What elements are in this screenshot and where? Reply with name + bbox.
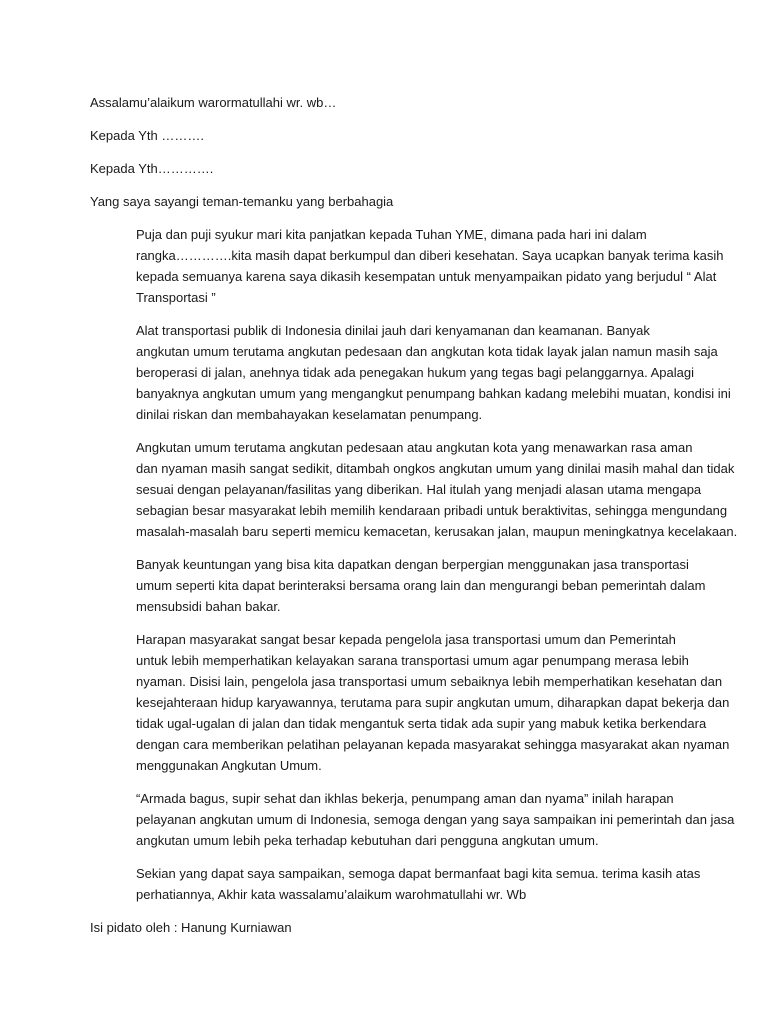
paragraph-line: dan nyaman masih sangat sedikit, ditambah ongkos angkutan umum yang dinilai masih mahal dan tidak — [136, 461, 735, 476]
paragraph-line: Puja dan puji syukur mari kita panjatkan kepada Tuhan YME, dimana pada hari ini dalam — [136, 227, 647, 242]
paragraph-benefits — [90, 554, 706, 617]
paragraph-rural-transport — [90, 437, 738, 542]
paragraph-expectations — [90, 629, 730, 776]
paragraph-closing — [90, 863, 701, 905]
paragraph-line: Harapan masyarakat sangat besar kepada pengelola jasa transportasi umum dan Pemerintah — [136, 632, 676, 647]
paragraph-line: masalah-masalah baru seperti memicu kemacetan, kerusakan jalan, maupun meningkatnya kecelakaan. — [136, 524, 738, 539]
document-page — [90, 92, 738, 950]
paragraph-line: perhatiannya, Akhir kata wassalamu’alaikum warohmatullahi wr. Wb — [136, 887, 527, 902]
paragraph-line: angkutan umum terutama angkutan pedesaan dan angkutan kota tidak layak jalan namun masih saja — [136, 344, 718, 359]
paragraph-line: Alat transportasi publik di Indonesia dinilai jauh dari kenyamanan dan keamanan. Banyak — [136, 323, 650, 338]
paragraph-line: sesuai dengan pelayanan/fasilitas yang diberikan. Hal itulah yang menjadi alasan utama mengapa — [136, 482, 702, 497]
paragraph-line: beroperasi di jalan, anehnya tidak ada penegakan hukum yang tegas bagi pelanggarnya. Apalagi — [136, 365, 694, 380]
paragraph-line: pelayanan angkutan umum di Indonesia, semoga dengan yang saya sampaikan ini pemerintah dan jasa — [136, 812, 735, 827]
paragraph-line: kepada semuanya karena saya dikasih kesempatan untuk menyampaikan pidato yang berjudul “ Alat — [136, 269, 717, 284]
paragraph-line: rangka………….kita masih dapat berkumpul dan diberi kesehatan. Saya ucapkan banyak terima kasih — [136, 248, 724, 263]
paragraph-line: Sekian yang dapat saya sampaikan, semoga dapat bermanfaat bagi kita semua. terima kasih atas — [136, 866, 701, 881]
addressee-2: Kepada Yth…………. — [90, 161, 214, 176]
paragraph-line: angkutan umum lebih peka terhadap kebutuhan dari pengguna angkutan umum. — [136, 833, 599, 848]
paragraph-line: dinilai riskan dan membahayakan keselamatan penumpang. — [136, 407, 483, 422]
signature: Isi pidato oleh : Hanung Kurniawan — [90, 920, 292, 935]
paragraph-opening — [90, 224, 724, 308]
paragraph-line: tidak ugal-ugalan di jalan dan tidak mengantuk serta tidak ada supir yang mabuk ketika berkendara — [136, 716, 707, 731]
paragraph-motto — [90, 788, 735, 851]
greeting: Assalamu’alaikum warormatullahi wr. wb… — [90, 95, 337, 110]
paragraph-line: mensubsidi bahan bakar. — [136, 599, 281, 614]
paragraph-line: dengan cara memberikan pelatihan pelayanan kepada masyarakat sehingga masyarakat akan nyaman — [136, 737, 730, 752]
paragraph-line: kesejahteraan hidup karyawannya, terutama para supir angkutan umum, diharapkan dapat bekerja dan — [136, 695, 730, 710]
paragraph-line: Banyak keuntungan yang bisa kita dapatkan dengan berpergian menggunakan jasa transportasi — [136, 557, 689, 572]
paragraph-line: nyaman. Disisi lain, pengelola jasa transportasi umum sebaiknya lebih memperhatikan kesehatan dan — [136, 674, 723, 689]
addressee-1: Kepada Yth ………. — [90, 128, 204, 143]
paragraph-line: Transportasi ” — [136, 290, 216, 305]
paragraph-line: untuk lebih memperhatikan kelayakan sarana transportasi umum agar penumpang merasa lebih — [136, 653, 689, 668]
salutation: Yang saya sayangi teman-temanku yang berbahagia — [90, 194, 394, 209]
paragraph-line: menggunakan Angkutan Umum. — [136, 758, 322, 773]
paragraph-line: banyaknya angkutan umum yang mengangkut penumpang bahkan kadang melebihi muatan, kondisi ini — [136, 386, 731, 401]
paragraph-public-transport — [90, 320, 731, 425]
paragraph-line: sebagian besar masyarakat lebih memilih kendaraan pribadi untuk beraktivitas, sehingga mengundang — [136, 503, 728, 518]
paragraph-line: Angkutan umum terutama angkutan pedesaan atau angkutan kota yang menawarkan rasa aman — [136, 440, 693, 455]
paragraph-line: “Armada bagus, supir sehat dan ikhlas bekerja, penumpang aman dan nyama” inilah harapan — [136, 791, 674, 806]
paragraph-line: umum seperti kita dapat berinteraksi bersama orang lain dan mengurangi beban pemerintah dalam — [136, 578, 706, 593]
